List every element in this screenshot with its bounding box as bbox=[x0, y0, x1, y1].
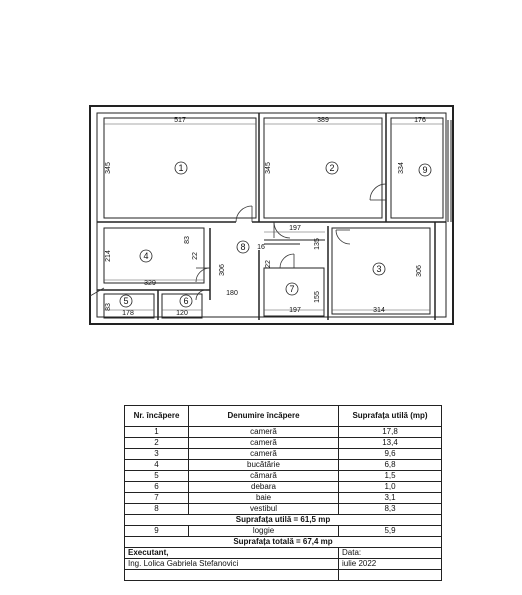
dim-label: 22 bbox=[265, 260, 272, 268]
svg-text:6: 6 bbox=[183, 296, 189, 306]
room-marker bbox=[180, 295, 192, 307]
dim-label: 83 bbox=[105, 303, 112, 311]
useful-area-total: Suprafața utilă = 61,5 mp bbox=[125, 515, 442, 526]
room-marker bbox=[237, 241, 249, 253]
dim-label: 334 bbox=[398, 162, 405, 174]
table-row bbox=[125, 526, 442, 537]
date-value: iulie 2022 bbox=[339, 559, 442, 570]
svg-text:3: 3 bbox=[376, 264, 382, 274]
room-marker bbox=[286, 283, 298, 295]
room-number-cell: 9 bbox=[125, 526, 189, 537]
table-row bbox=[125, 504, 442, 515]
dim-label: 83 bbox=[184, 236, 191, 244]
room-number-cell: 8 bbox=[125, 504, 189, 515]
room-area-cell: 1,0 bbox=[339, 482, 442, 493]
room-area-cell: 17,8 bbox=[339, 427, 442, 438]
room-number-cell: 4 bbox=[125, 460, 189, 471]
room-area-cell: 3,1 bbox=[339, 493, 442, 504]
table-row bbox=[125, 460, 442, 471]
dim-label: 329 bbox=[144, 280, 156, 287]
room-number-cell: 2 bbox=[125, 438, 189, 449]
svg-text:9: 9 bbox=[422, 165, 428, 175]
walls bbox=[90, 106, 453, 324]
dim-label: 155 bbox=[314, 291, 321, 303]
table-row bbox=[125, 471, 442, 482]
room-number-cell: 6 bbox=[125, 482, 189, 493]
dim-label: 214 bbox=[105, 250, 112, 262]
room-marker bbox=[120, 295, 132, 307]
svg-text:7: 7 bbox=[289, 284, 295, 294]
executant-name: Ing. Lolica Gabriela Stefanovici bbox=[125, 559, 339, 570]
dim-label: 517 bbox=[174, 117, 186, 124]
date-label: Data: bbox=[339, 548, 442, 559]
column-header: Nr. încăpere bbox=[125, 406, 189, 427]
svg-text:8: 8 bbox=[240, 242, 246, 252]
room-area-cell: 9,6 bbox=[339, 449, 442, 460]
signature-label-row bbox=[125, 548, 442, 559]
room-name-cell: cameră bbox=[189, 438, 339, 449]
room-number-cell: 3 bbox=[125, 449, 189, 460]
total-area: Suprafața totală = 67,4 mp bbox=[125, 537, 442, 548]
room-name-cell: loggie bbox=[189, 526, 339, 537]
svg-text:5: 5 bbox=[123, 296, 129, 306]
table-row bbox=[125, 438, 442, 449]
dim-label: 22 bbox=[192, 252, 199, 260]
dim-label: 345 bbox=[105, 162, 112, 174]
room-number-cell: 7 bbox=[125, 493, 189, 504]
signature-space bbox=[125, 570, 339, 581]
room-name-cell: baie bbox=[189, 493, 339, 504]
signature-value-row bbox=[125, 559, 442, 570]
room-name-cell: vestibul bbox=[189, 504, 339, 515]
signature-space-row bbox=[125, 570, 442, 581]
dim-label: 180 bbox=[226, 290, 238, 297]
room-marker bbox=[419, 164, 431, 176]
room-marker bbox=[175, 162, 187, 174]
dim-label: 345 bbox=[265, 162, 272, 174]
table-row bbox=[125, 482, 442, 493]
svg-text:2: 2 bbox=[329, 163, 335, 173]
room-area-cell: 6,8 bbox=[339, 460, 442, 471]
table-row bbox=[125, 449, 442, 460]
date-space bbox=[339, 570, 442, 581]
table-header-row bbox=[125, 406, 442, 427]
table-row bbox=[125, 427, 442, 438]
room-marker bbox=[373, 263, 385, 275]
subtotal-row bbox=[125, 515, 442, 526]
dim-label: 197 bbox=[289, 307, 301, 314]
room-name-cell: cămară bbox=[189, 471, 339, 482]
executant-label: Executant, bbox=[125, 548, 339, 559]
dim-label: 16 bbox=[257, 244, 265, 251]
room-name-cell: bucătărie bbox=[189, 460, 339, 471]
room-area-table bbox=[124, 405, 442, 581]
room-marker bbox=[140, 250, 152, 262]
room-area-cell: 13,4 bbox=[339, 438, 442, 449]
room-number-cell: 1 bbox=[125, 427, 189, 438]
room-area-cell: 1,5 bbox=[339, 471, 442, 482]
dim-label: 135 bbox=[314, 238, 321, 250]
svg-text:1: 1 bbox=[178, 163, 184, 173]
column-header: Denumire încăpere bbox=[189, 406, 339, 427]
dim-label: 120 bbox=[176, 310, 188, 317]
room-area-cell: 8,3 bbox=[339, 504, 442, 515]
dim-label: 314 bbox=[373, 307, 385, 314]
dim-label: 176 bbox=[414, 117, 426, 124]
dim-label: 306 bbox=[416, 265, 423, 277]
dim-label: 306 bbox=[219, 264, 226, 276]
dim-label: 197 bbox=[289, 225, 301, 232]
svg-text:4: 4 bbox=[143, 251, 149, 261]
room-name-cell: debara bbox=[189, 482, 339, 493]
room-area-cell: 5,9 bbox=[339, 526, 442, 537]
room-marker bbox=[326, 162, 338, 174]
dim-label: 178 bbox=[122, 310, 134, 317]
room-name-cell: cameră bbox=[189, 427, 339, 438]
room-number-cell: 5 bbox=[125, 471, 189, 482]
dimension-labels bbox=[105, 117, 426, 317]
column-header: Suprafața utilă (mp) bbox=[339, 406, 442, 427]
total-row bbox=[125, 537, 442, 548]
dim-label: 389 bbox=[317, 117, 329, 124]
room-name-cell: cameră bbox=[189, 449, 339, 460]
table-row bbox=[125, 493, 442, 504]
